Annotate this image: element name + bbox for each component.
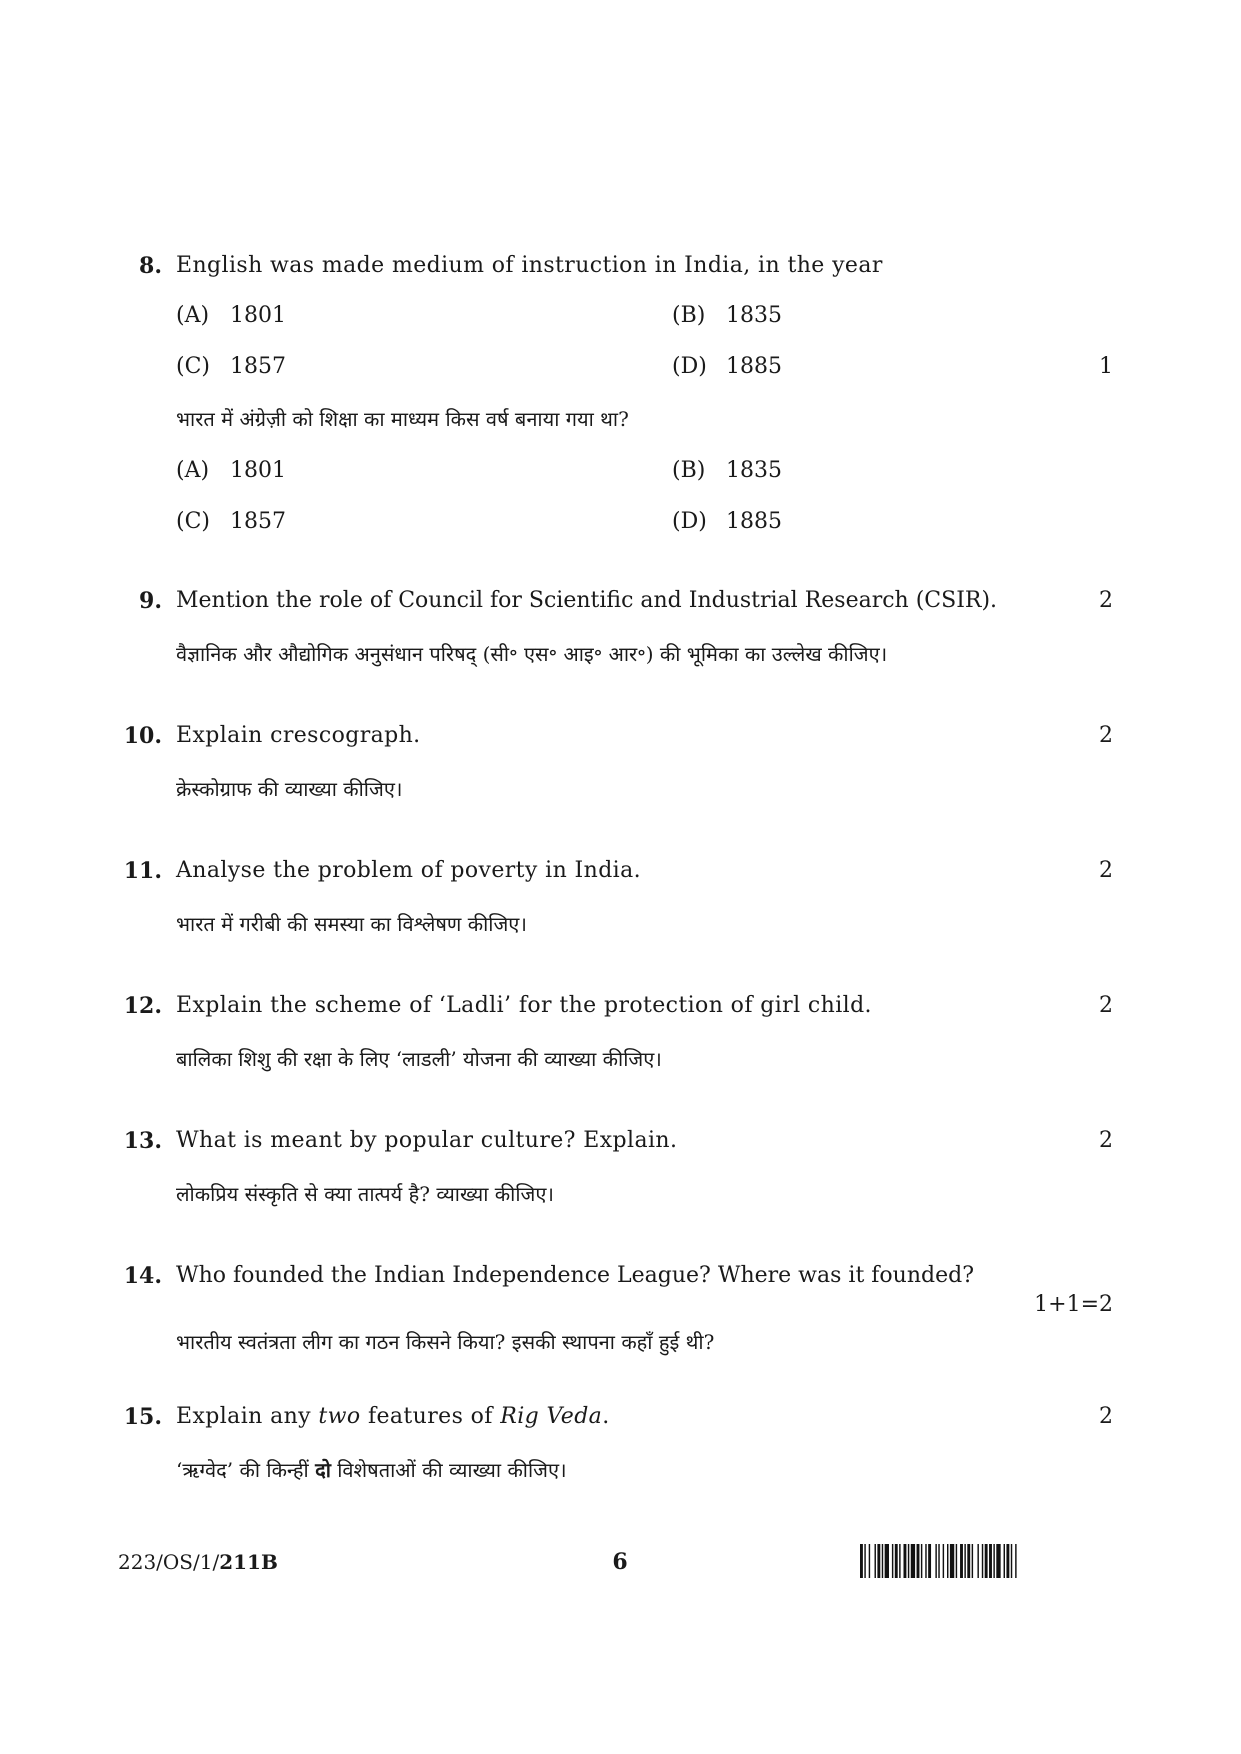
page-number: 6 bbox=[612, 1549, 628, 1575]
option-d-hi bbox=[672, 508, 782, 536]
option-label: (B) bbox=[672, 303, 706, 328]
option-b-en bbox=[672, 302, 782, 330]
question-number: 11. bbox=[123, 858, 162, 884]
option-label: (A) bbox=[176, 303, 210, 328]
barcode-bar bbox=[875, 1544, 876, 1578]
barcode-bar bbox=[899, 1544, 900, 1578]
option-value: 1857 bbox=[230, 354, 286, 379]
barcode-bar bbox=[996, 1544, 1000, 1578]
barcode-bar bbox=[925, 1544, 926, 1578]
question-text-hi: बालिका शिशु की रक्षा के लिए ‘लाडली’ योजना की व्याख्या कीजिए। bbox=[176, 1047, 662, 1071]
barcode-bar bbox=[977, 1544, 978, 1578]
option-value: 1835 bbox=[726, 303, 782, 328]
barcode-bar bbox=[993, 1544, 994, 1578]
option-value: 1835 bbox=[726, 458, 782, 483]
question-text-en: What is meant by popular culture? Explain. bbox=[176, 1128, 678, 1153]
question-text-en: English was made medium of instruction in India, in the year bbox=[176, 253, 883, 278]
barcode-bar bbox=[1006, 1544, 1009, 1578]
question-marks: 2 bbox=[1099, 993, 1113, 1018]
barcode-bar bbox=[908, 1544, 909, 1578]
question-number: 9. bbox=[139, 588, 162, 614]
barcode-bar bbox=[972, 1544, 973, 1578]
barcode-bar bbox=[985, 1544, 988, 1578]
barcode-bar bbox=[960, 1544, 963, 1578]
question-text-hi bbox=[176, 1456, 567, 1484]
question-number: 14. bbox=[123, 1263, 162, 1289]
question-number: 13. bbox=[123, 1128, 162, 1154]
question-text-en: Mention the role of Council for Scientific and Industrial Research (CSIR). bbox=[176, 588, 998, 613]
question-text-en: Analyse the problem of poverty in India. bbox=[176, 858, 642, 883]
option-a-en bbox=[176, 302, 286, 330]
option-c-hi bbox=[176, 508, 286, 536]
barcode-bar bbox=[967, 1544, 970, 1578]
question-marks: 1 bbox=[1099, 354, 1113, 379]
question-text-en: Explain the scheme of ‘Ladli’ for the protection of girl child. bbox=[176, 993, 872, 1018]
question-marks: 2 bbox=[1099, 858, 1113, 883]
emphasis-do: दो bbox=[315, 1458, 331, 1482]
paper-code-bold: 211B bbox=[219, 1550, 278, 1574]
question-marks: 2 bbox=[1099, 1404, 1113, 1429]
option-value: 1885 bbox=[726, 509, 782, 534]
barcode-bar bbox=[869, 1544, 870, 1578]
barcode-bar bbox=[950, 1544, 954, 1578]
barcode-bar bbox=[917, 1544, 920, 1578]
barcode-bar bbox=[1004, 1544, 1005, 1578]
text-part: ‘ऋग्वेद’ की किन्हीं bbox=[176, 1458, 316, 1482]
option-label: (C) bbox=[176, 354, 210, 379]
barcode-bar bbox=[885, 1544, 889, 1578]
option-label: (B) bbox=[672, 458, 706, 483]
question-text-en: Who founded the Indian Independence League? Where was it founded? bbox=[176, 1263, 974, 1288]
question-text-hi: क्रेस्कोग्राफ की व्याख्या कीजिए। bbox=[176, 777, 403, 801]
question-text-en: Explain crescograph. bbox=[176, 723, 421, 748]
barcode-bar bbox=[904, 1544, 907, 1578]
question-text-hi: लोकप्रिय संस्कृति से क्या तात्पर्य है? व्याख्या कीजिए। bbox=[176, 1182, 554, 1206]
barcode-bar bbox=[892, 1544, 893, 1578]
option-b-hi bbox=[672, 457, 782, 485]
option-value: 1885 bbox=[726, 354, 782, 379]
barcode-bar bbox=[956, 1544, 957, 1578]
question-marks: 2 bbox=[1099, 588, 1113, 613]
option-label: (A) bbox=[176, 458, 210, 483]
question-marks: 2 bbox=[1099, 1128, 1113, 1153]
question-text-en bbox=[176, 1403, 610, 1431]
question-marks: 1+1=2 bbox=[1034, 1292, 1113, 1317]
option-value: 1857 bbox=[230, 509, 286, 534]
question-marks: 2 bbox=[1099, 723, 1113, 748]
barcode-icon bbox=[860, 1544, 1122, 1578]
barcode-bar bbox=[943, 1544, 944, 1578]
barcode-bar bbox=[938, 1544, 939, 1578]
barcode-bar bbox=[982, 1544, 983, 1578]
paper-code-prefix: 223/OS/1/ bbox=[118, 1550, 220, 1574]
question-number: 8. bbox=[139, 253, 162, 279]
barcode-bar bbox=[895, 1544, 898, 1578]
question-text-hi: भारत में गरीबी की समस्या का विश्लेषण कीजिए। bbox=[176, 912, 527, 936]
option-d-en bbox=[672, 353, 782, 381]
option-label: (D) bbox=[672, 509, 707, 534]
question-number: 15. bbox=[123, 1404, 162, 1430]
barcode-bar bbox=[1011, 1544, 1012, 1578]
paper-code bbox=[118, 1548, 278, 1576]
barcode-bar bbox=[1015, 1544, 1016, 1578]
barcode-bar bbox=[964, 1544, 965, 1578]
text-part: . bbox=[602, 1404, 610, 1429]
emphasis-two: two bbox=[318, 1404, 361, 1429]
barcode-bar bbox=[947, 1544, 948, 1578]
barcode-bar bbox=[935, 1544, 936, 1578]
option-a-hi bbox=[176, 457, 286, 485]
question-text-hi: भारत में अंग्रेज़ी को शिक्षा का माध्यम किस वर्ष बनाया गया था? bbox=[176, 407, 629, 431]
option-value: 1801 bbox=[230, 303, 286, 328]
barcode-bar bbox=[911, 1544, 915, 1578]
text-part: features of bbox=[360, 1404, 501, 1429]
option-label: (C) bbox=[176, 509, 210, 534]
barcode-bar bbox=[860, 1544, 863, 1578]
emphasis-rig-veda: Rig Veda bbox=[500, 1404, 603, 1429]
question-number: 12. bbox=[123, 993, 162, 1019]
option-c-en bbox=[176, 353, 286, 381]
question-text-hi: भारतीय स्वतंत्रता लीग का गठन किसने किया? इसकी स्थापना कहाँ हुई थी? bbox=[176, 1330, 715, 1354]
barcode-bar bbox=[928, 1544, 931, 1578]
option-value: 1801 bbox=[230, 458, 286, 483]
barcode-bar bbox=[882, 1544, 883, 1578]
option-label: (D) bbox=[672, 354, 707, 379]
text-part: Explain any bbox=[176, 1404, 319, 1429]
barcode-bar bbox=[989, 1544, 992, 1578]
question-number: 10. bbox=[123, 723, 162, 749]
text-part: विशेषताओं की व्याख्या कीजिए। bbox=[330, 1458, 567, 1482]
barcode-bar bbox=[877, 1544, 880, 1578]
barcode-bar bbox=[864, 1544, 865, 1578]
barcode-bar bbox=[921, 1544, 922, 1578]
question-text-hi: वैज्ञानिक और औद्योगिक अनुसंधान परिषद् (सी॰ एस॰ आइ॰ आर॰) की भूमिका का उल्लेख कीजिए। bbox=[176, 642, 888, 666]
